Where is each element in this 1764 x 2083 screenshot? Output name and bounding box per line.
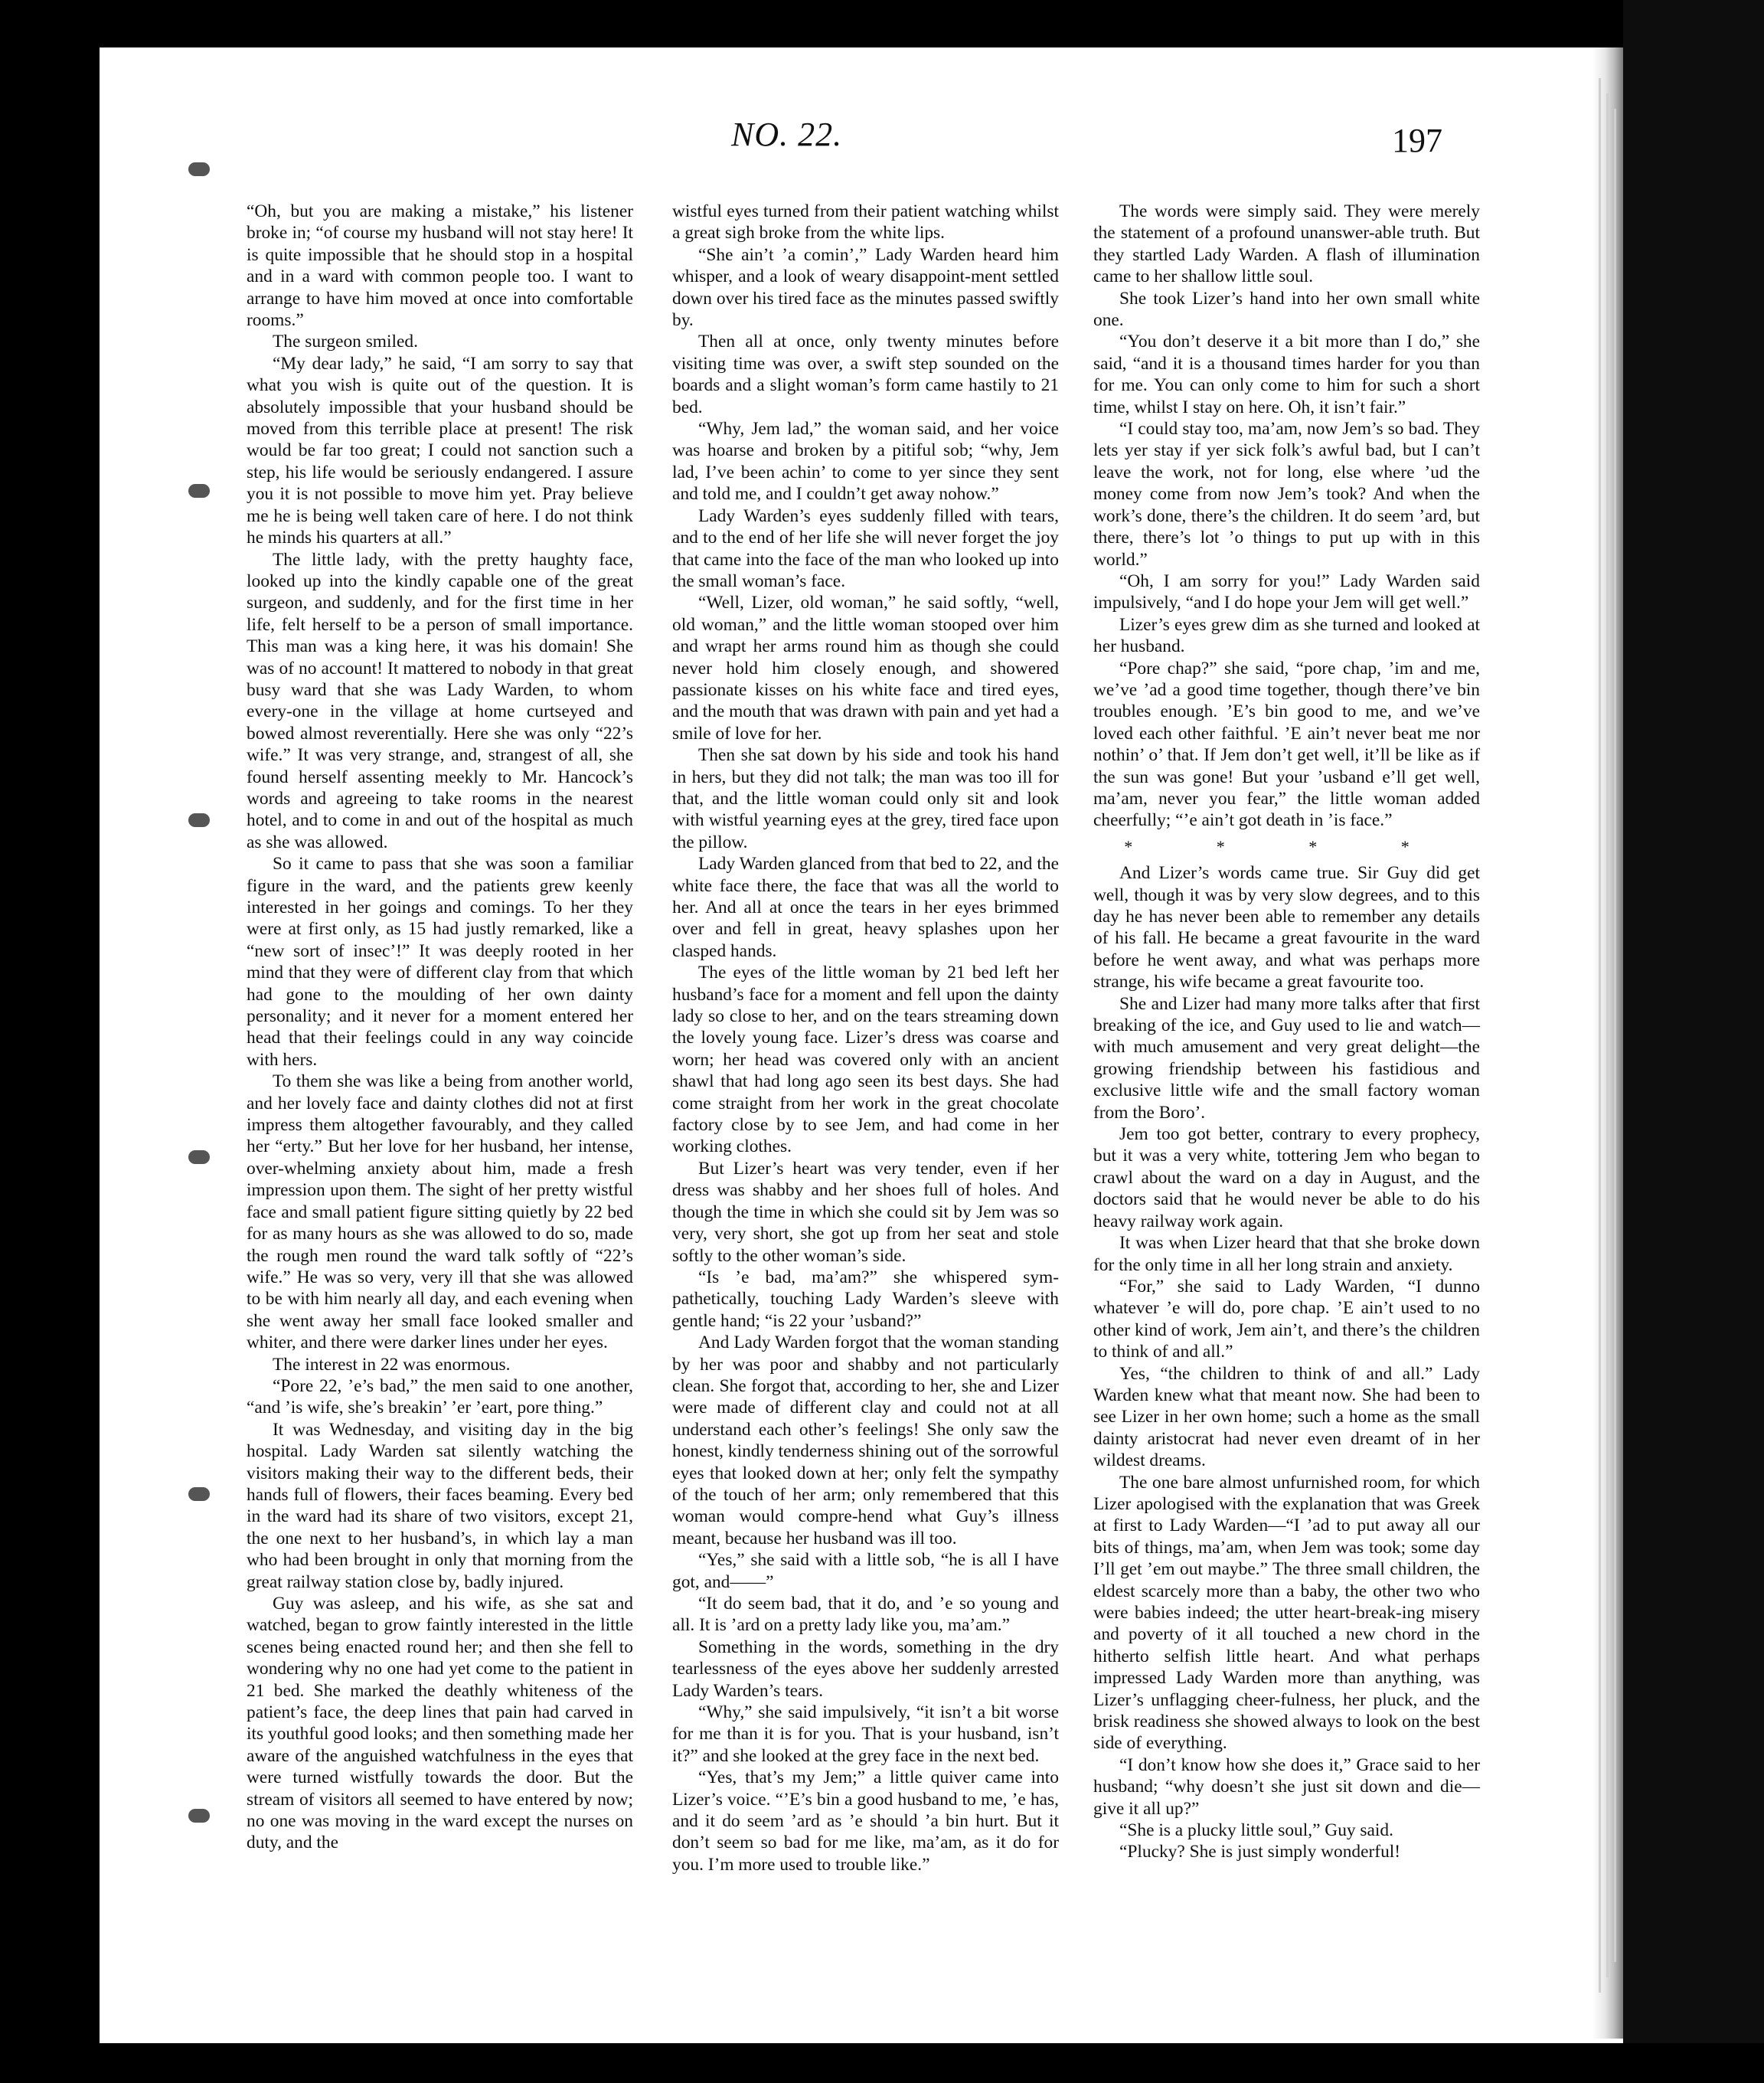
paragraph: Something in the words, something in the dry tearlessness of the eyes above her suddenly arrested Lady Warden’s tears.	[672, 1637, 1059, 1701]
paragraph: “It do seem bad, that it do, and ’e so young and all. It is ’ard on a pretty lady like you, ma’am.”	[672, 1594, 1059, 1636]
paragraph: And Lizer’s words came true. Sir Guy did get well, though it was by very slow degrees, and to this day he has never been able to remember any details of his fall. He became a great favourite in the ward before he went away, and what was perhaps more strange, his wife became a great favourite too.	[1093, 863, 1480, 992]
page-edge-line	[1606, 93, 1609, 1977]
binding-hole	[188, 1487, 210, 1501]
paragraph: To them she was like a being from another world, and her lovely face and dainty clothes did not at first impress them altogether favourably, and they called her “erty.” But her love for her husband, her intense, over-whelming anxiety about him, made a fresh impression upon them. The sight of her pretty wistful face and small patient figure sitting quietly by 22 bed for as many hours as she was allowed to do so, made the rough men round the ward talk softly of “22’s wife.” He was so very, very ill that she was allowed to be with him nearly all day, and each evening when she went away her small face looked smaller and whiter, and there were darker lines under her eyes.	[247, 1071, 633, 1353]
paragraph: Lizer’s eyes grew dim as she turned and looked at her husband.	[1093, 614, 1480, 657]
page-edge-line	[1599, 78, 1601, 1993]
page-stack-edge	[1592, 47, 1623, 2039]
paragraph: wistful eyes turned from their patient watching whilst a great sigh broke from the white lips.	[672, 201, 1059, 244]
paragraph: She took Lizer’s hand into her own small white one.	[1093, 288, 1480, 331]
page-edge-line	[1614, 109, 1616, 1962]
paragraph: So it came to pass that she was soon a familiar figure in the ward, and the patients grew keenly interested in her goings and comings. To her they were at first only, as 15 had justly remarked, like a “new sort of insec’!” It was deeply rooted in her mind that they were of different clay from that which had gone to the moulding of her own dainty personality; and it never for a moment entered her head that their feelings could in any way coincide with hers.	[247, 854, 633, 1070]
paragraph: “She is a plucky little soul,” Guy said.	[1119, 1820, 1393, 1841]
paragraph: The little lady, with the pretty haughty face, looked up into the kindly capable one of the great surgeon, and suddenly, and for the first time in her life, felt herself to be a person of small importance. This man was a king here, it was his domain! She was of no account! It mattered to nobody in that great busy ward that she was Lady Warden, to whom every-one in the village at home curtseyed and bowed almost reverentially. Here she was only “22’s wife.” It was very strange, and, strangest of all, she found herself assenting meekly to Mr. Hancock’s words and agreeing to take rooms in the nearest hotel, and to come in and out of the hospital as much as she was allowed.	[247, 549, 633, 852]
paragraph: The one bare almost unfurnished room, for which Lizer apologised with the explanation that was Greek at first to Lady Warden—“I ’ad to put away all our bits of things, ma’am, when Jem was took; some day I’ll get ’em out maybe.” The three small children, the eldest scarcely more than a baby, the other two who were babies indeed; the utter heart-break-ing misery and poverty of it all touched a new chord in the hitherto selfish little heart. And what perhaps impressed Lady Warden more than anything, was Lizer’s unflagging cheer-fulness, her pluck, and the brisk readiness she showed always to look on the best side of everything.	[1093, 1472, 1480, 1754]
binding-hole	[188, 162, 210, 176]
section-break-asterisks: * * * *	[1124, 836, 1449, 856]
paragraph: “Yes,” she said with a little sob, “he is all I have got, and——”	[672, 1550, 1059, 1592]
binding-hole	[188, 484, 210, 498]
paragraph: “Oh, but you are making a mistake,” his listener broke in; “of course my husband will not stay here! It is quite impossible that he should stop in a hospital and in a ward with common people too. I want to arrange to have him moved at once into comfortable rooms.”	[247, 201, 633, 331]
paragraph: “My dear lady,” he said, “I am sorry to say that what you wish is quite out of the question. It is absolutely impossible that your husband should be moved from this terrible place at present! The risk would be far too great; I could not sanction such a step, his life would be seriously endangered. I assure you it is not possible to move him yet. Pray believe me he is being well taken care of here. I do not think he minds his quarters at all.”	[247, 353, 633, 548]
paragraph: Guy was asleep, and his wife, as she sat and watched, began to grow faintly interested in the little scenes being enacted round her; and then she fell to wondering why no one had yet come to the patient in 21 bed. She marked the deathly whiteness of the patient’s face, the deep lines that pain had carved in its youthful good looks; and then something made her aware of the anguished watchfulness in the eyes that were turned wistfully towards the door. But the stream of visitors all seemed to have entered by now; no one was moving in the ward except the nurses on duty, and the	[247, 1594, 633, 1853]
paragraph: “Why,” she said impulsively, “it isn’t a bit worse for me than it is for you. That is your husband, isn’t it?” and she looked at the grey face in the next bed.	[672, 1702, 1059, 1766]
paragraph: “Is ’e bad, ma’am?” she whispered sym-pathetically, touching Lady Warden’s sleeve with gentle hand; “is 22 your ’usband?”	[672, 1267, 1059, 1331]
text-column-1	[247, 201, 633, 1854]
paragraph: Lady Warden’s eyes suddenly filled with tears, and to the end of her life she will never forget the joy that came into the face of the man who looked up into the small woman’s face.	[672, 505, 1059, 591]
paragraph: “For,” she said to Lady Warden, “I dunno whatever ’e will do, pore chap. ’E ain’t used to no other kind of work, Jem ain’t, and there’s the children to think of and all.”	[1093, 1276, 1480, 1362]
paragraph: Lady Warden glanced from that bed to 22, and the white face there, the face that was all the world to her. And all at once the tears in her eyes brimmed over and fell in great, heavy splashes upon her clasped hands.	[672, 854, 1059, 961]
binding-hole	[188, 1809, 210, 1823]
text-column-2	[672, 201, 1059, 1875]
paragraph: She and Lizer had many more talks after that first breaking of the ice, and Guy used to lie and watch—with much amusement and very great delight—the growing friendship between his fastidious and exclusive little wife and the small factory woman from the Boro’.	[1093, 993, 1480, 1123]
scan-border-left	[0, 0, 100, 2083]
page-number: 197	[1392, 122, 1442, 159]
paragraph: The eyes of the little woman by 21 bed left her husband’s face for a moment and fell upon the dainty lady so close to her, and on the tears streaming down the lovely young face. Lizer’s dress was coarse and worn; her head was covered only with an ancient shawl that had long ago seen its best days. She had come straight from her work in the great chocolate factory close by to see Jem, and had come in her working clothes.	[672, 963, 1059, 1157]
scan-border-bottom	[0, 2043, 1764, 2083]
issue-number: NO. 22.	[731, 116, 843, 153]
paragraph: “Yes, that’s my Jem;” a little quiver came into Lizer’s voice. “’E’s bin a good husband to me, ’e has, and it do seem ’ard as ’e should ’a bin hurt. But it don’t seem so bad for me like, ma’am, as it do for you. I’m more used to trouble like.”	[672, 1767, 1059, 1875]
paragraph: “Oh, I am sorry for you!” Lady Warden said impulsively, “and I do hope your Jem will get well.”	[1093, 571, 1480, 613]
paragraph: It was Wednesday, and visiting day in the big hospital. Lady Warden sat silently watching the visitors making their way to the different beds, their hands full of flowers, their faces beaming. Every bed in the ward had its share of two visitors, except 21, the one next to her husband’s, in which lay a man who had been brought in only that morning from the great railway station close by, badly injured.	[247, 1419, 633, 1592]
paragraph: Then she sat down by his side and took his hand in hers, but they did not talk; the man was too ill for that, and the little woman could only sit and look with wistful yearning eyes at the grey, tired face upon the pillow.	[672, 745, 1059, 852]
scan-border-top	[0, 0, 1764, 47]
scan-border-right	[1623, 0, 1764, 2083]
binding-hole	[188, 813, 210, 827]
paragraph: Jem too got better, contrary to every prophecy, but it was a very white, tottering Jem who began to crawl about the ward on a day in August, and the doctors said that he would never be able to do his heavy railway work again.	[1093, 1124, 1480, 1231]
paragraph: “You don’t deserve it a bit more than I do,” she said, “and it is a thousand times harder for you than for me. You can only come to him for such a short time, whilst I stay on here. Oh, it isn’t fair.”	[1093, 332, 1480, 417]
paragraph: The surgeon smiled.	[273, 332, 418, 352]
paragraph: The interest in 22 was enormous.	[273, 1354, 511, 1375]
paragraph: “I could stay too, ma’am, now Jem’s so bad. They lets yer stay if yer sick folk’s awful bad, but I can’t leave the work, not for long, else where ’ud the money come from now Jem’s took? And when the work’s done, there’s the children. It do seem ’ard, but there, there’s lot ’o things to put up with in this world.”	[1093, 419, 1480, 570]
paragraph: “I don’t know how she does it,” Grace said to her husband; “why doesn’t she just sit down and die—give it all up?”	[1093, 1754, 1480, 1819]
paragraph: And Lady Warden forgot that the woman standing by her was poor and shabby and not particularly clean. She forgot that, according to her, she and Lizer were made of different clay and could not at all understand each other’s feelings! She only saw the honest, kindly tenderness shining out of the sorrowful eyes that looked down at her; only felt the sympathy of the touch of her arm; only remembered that this woman would compre-hend what Guy’s illness meant, because her husband was ill too.	[672, 1333, 1059, 1548]
paragraph: But Lizer’s heart was very tender, even if her dress was shabby and her shoes full of holes. And though the time in which she could sit by Jem was so very, very short, she got up from her seat and stole softly to the other woman’s side.	[672, 1158, 1059, 1266]
paragraph: “Why, Jem lad,” the woman said, and her voice was hoarse and broken by a pitiful sob; “why, Jem lad, I’ve been achin’ to come to yer since they sent and told me, and I couldn’t get away nohow.”	[672, 419, 1059, 505]
paragraph: “Plucky? She is just simply wonderful!	[1119, 1842, 1401, 1862]
paragraph: Yes, “the children to think of and all.” Lady Warden knew what that meant now. She had been to see Lizer in her own home; such a home as the small dainty aristocrat had never even dreamt of in her wildest dreams.	[1093, 1363, 1480, 1471]
paragraph: It was when Lizer heard that that she broke down for the only time in all her long strain and anxiety.	[1093, 1233, 1480, 1275]
paragraph: “She ain’t ’a comin’,” Lady Warden heard him whisper, and a look of weary disappoint-ment settled down over his tired face as the minutes passed swiftly by.	[672, 244, 1059, 331]
paragraph: “Pore 22, ’e’s bad,” the men said to one another, “and ’is wife, she’s breakin’ ’er ’eart, pore thing.”	[247, 1375, 633, 1418]
paragraph: “Pore chap?” she said, “pore chap, ’im and me, we’ve ’ad a good time together, though there’ve bin troubles enough. ’E’s bin good to me, and we’ve loved each other faithful. ’E ain’t never beat me nor nothin’ o’ that. If Jem don’t get well, it’ll be like as if the sun was gone! But your ’usband e’ll get well, ma’am, never you fear,” the little woman added cheerfully; “’e ain’t got death in ’is face.”	[1093, 658, 1480, 831]
binding-hole	[188, 1150, 210, 1164]
paragraph: “Well, Lizer, old woman,” he said softly, “well, old woman,” and the little woman stooped over him and wrapt her arms round him as though she could never hold him closely enough, and showered passionate kisses on his white face and tired eyes, and the mouth that was drawn with pain and yet had a smile of love for her.	[672, 593, 1059, 744]
paragraph: The words were simply said. They were merely the statement of a profound unanswer-able truth. But they startled Lady Warden. A flash of illumination came to her shallow little soul.	[1093, 201, 1480, 287]
text-column-3	[1093, 201, 1480, 1863]
paragraph: Then all at once, only twenty minutes before visiting time was over, a swift step sounded on the boards and a slight woman’s form came hastily to 21 bed.	[672, 332, 1059, 417]
